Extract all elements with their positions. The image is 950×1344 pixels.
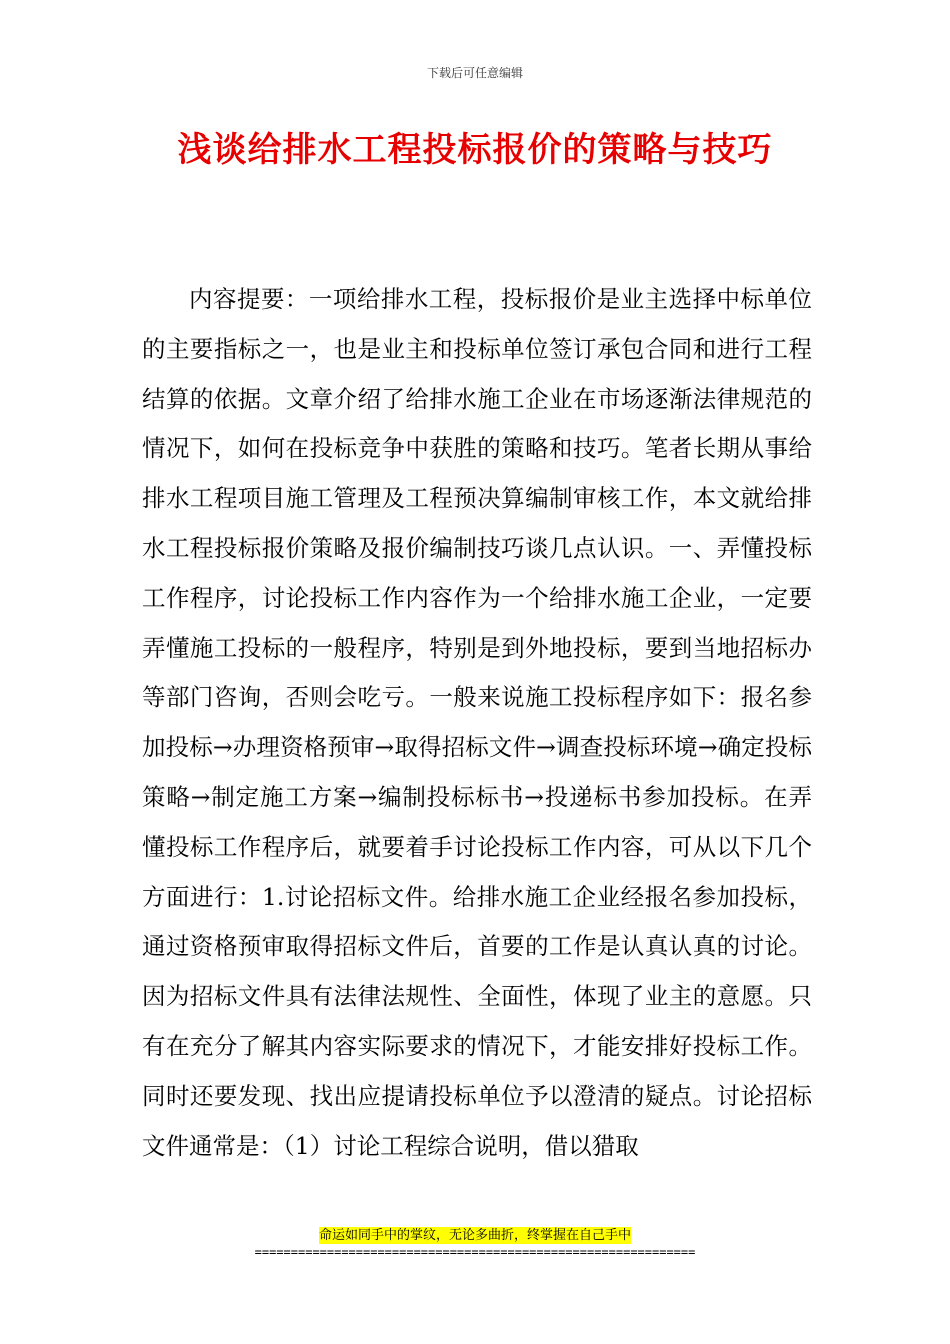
page-header-note: 下载后可任意编辑 [426,66,523,80]
footer-divider-rule: ============================================================= [254,1245,696,1259]
footer-motto-text: 命运如同手中的掌纹，无论多曲折，终掌握在自己手中 [318,1228,631,1243]
footer-motto [0,1227,950,1245]
document-title: 浅谈给排水工程投标报价的策略与技巧 [177,130,773,170]
document-body-paragraph: 内容提要：一项给排水工程，投标报价是业主选择中标单位的主要指标之一，也是业主和投标单位签订承包合同和进行工程结算的依据。文章介绍了给排水施工企业在市场逐渐法律规范的情况下，如何在投标竞争中获胜的策略和技巧。笔者长期从事给排水工程项目施工管理及工程预决算编制审核工作，本文就给排水工程投标报价策略及报价编制技巧谈几点认识。一、弄懂投标工作程序，讨论投标工作内容作为一个给排水施工企业，一定要弄懂施工投标的一般程序，特别是到外地投标，要到当地招标办等部门咨询，否则会吃亏。一般来说施工投标程序如下：报名参加投标→办理资格预审→取得招标文件→调查投标环境→确定投标策略→制定施工方案→编制投标标书→投递标书参加投标。在弄懂投标工作程序后，就要着手讨论投标工作内容，可从以下几个方面进行：1.讨论招标文件。给排水施工企业经报名参加投标，通过资格预审取得招标文件后，首要的工作是认真认真的讨论。因为招标文件具有法律法规性、全面性，体现了业主的意愿。只有在充分了解其内容实际要求的情况下，才能安排好投标工作。同时还要发现、找出应提请投标单位予以澄清的疑点。讨论招标文件通常是：（1）讨论工程综合说明，借以猎取 [142,285,812,1160]
